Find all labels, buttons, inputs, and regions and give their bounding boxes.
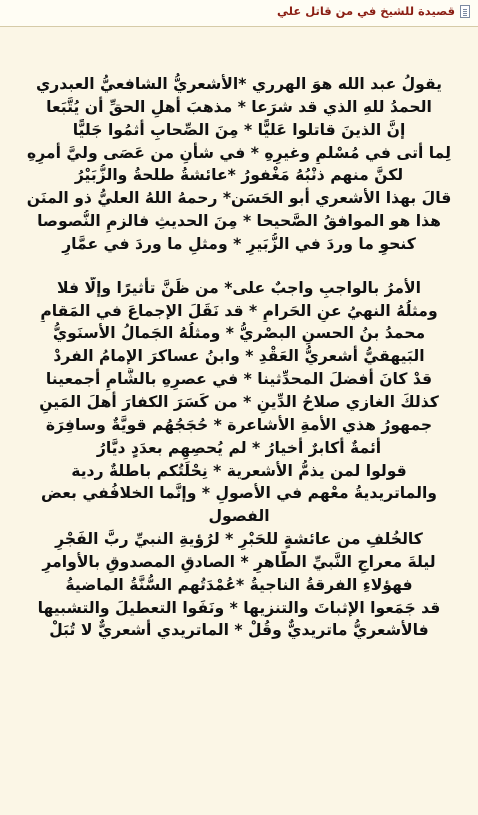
poem-line: كنحوِ ما وردَ في الزُّبَيرِ * ومثلِ ما وردَ في عمَّارِ bbox=[62, 234, 416, 253]
stanza-1 bbox=[0, 73, 478, 256]
poem-line: الأمرُ بالواجبِ واجبٌ على* من ظَنَّ تأثيرًا وإلَّا فلا bbox=[57, 278, 421, 297]
poem-line: فهؤلاءِ الفرقةُ الناجيةُ *عُمْدَتُهم السُّنَّةُ الماضيةُ bbox=[65, 575, 413, 594]
poem-line: كالخُلفِ من عائشةٍ للحَبْرِ * لرُؤيةِ النبيِّ ربَّ الفَجْرِ bbox=[55, 530, 423, 549]
poem-line: البَيهقيُّ أشعريُّ العَقْدِ * وابنُ عساكرَ الإمامُ الفردْ bbox=[53, 347, 425, 366]
poem-line: قالَ بهذا الأشعري أبو الحَسَن* رحمهُ اللهُ العليُّ ذو المنَن bbox=[26, 189, 452, 208]
page-title: قصيدة للشيخ في من قاتل علي bbox=[277, 4, 455, 18]
poem-line: أئمةٌ أكابرٌ أخيارُ * لم يُحصِهِم بعدَدٍ ديَّارُ bbox=[96, 438, 382, 457]
poem-line: كذلكَ الغازي صلاحُ الدِّينِ * من كَسَرَ الكفارَ أهلَ المَينِ bbox=[39, 392, 439, 411]
poem-line: ليلةَ معراجِ النَّبيِّ الطَّاهرِ * الصادقِ المصدوقِ بالأوامرِ bbox=[42, 552, 436, 571]
poem-body bbox=[0, 73, 478, 642]
poem-line: لِما أتى في مُسْلمٍ وغيرِهِ * في شأنِ من عَصَى وليَّ أمرِهِ bbox=[27, 143, 451, 162]
poem-line: يقولُ عبد الله هوَ الهرري *الأشعريُّ الشافعيُّ العبدري bbox=[35, 75, 443, 93]
poem-line: قدْ كانَ أفضلَ المحدِّثينا * في عصرِهِ بالشَّامِ أجمعينا bbox=[45, 370, 433, 389]
poem-line: هذا هو الموافقُ الصَّحيحا * مِنَ الحديثِ فالزمِ النُّصوصا bbox=[37, 212, 441, 231]
poem-line: محمدُ بنُ الحسنِ البصْريُّ * ومثلُهُ الجَمالُ الأسنَويُّ bbox=[52, 324, 426, 343]
poem-line: قد جَمَعوا الإثباتَ والتنزيها * ونَفَوا التعطيلَ والتشبيها bbox=[37, 598, 441, 617]
poem-line: إنَّ الذينَ قاتلوا عَليًّا * مِنَ الصِّحابِ أثمُوا جَليًّا bbox=[72, 120, 406, 139]
poem-line: لكنَّ منهم ذنْبُهُ مَغْفورُ *عائشةُ طلحةُ والزُّبَيْرُ bbox=[74, 166, 404, 185]
poem-line: جمهورُ هذي الأمةِ الأشاعرة * حُجَجُهُم قويَّةٌ وسافِرَة bbox=[45, 415, 433, 434]
document-icon bbox=[460, 5, 470, 18]
poem-line: الحمدُ للهِ الذي قد شرَعا * مذهبَ أهلِ الحقِّ أن يُتَّبَعا bbox=[46, 97, 432, 116]
poem-line: قولوا لمن يذمُّ الأشعرية * نِحْلَتُكم باطلةٌ ردية bbox=[71, 461, 407, 480]
poem-line: الفصول bbox=[208, 507, 270, 526]
title-group bbox=[277, 4, 470, 18]
poem-line: فالأشعريُّ ماتريديٌّ وقُلْ * الماتريدي أشعريٌّ لا تُبَلْ bbox=[49, 621, 429, 640]
title-bar bbox=[0, 0, 478, 27]
stanza-divider bbox=[0, 256, 478, 277]
stanza-2 bbox=[0, 277, 478, 643]
poem-line: والماتريديةُ معْهم في الأصولِ * وإنَّما الخلافُفي بعض bbox=[40, 484, 437, 503]
poem-line: ومثلُهُ النهيُ عنِ الحَرامِ * قد نَقَلَ الإجماعَ في المَقامِ bbox=[40, 301, 438, 320]
